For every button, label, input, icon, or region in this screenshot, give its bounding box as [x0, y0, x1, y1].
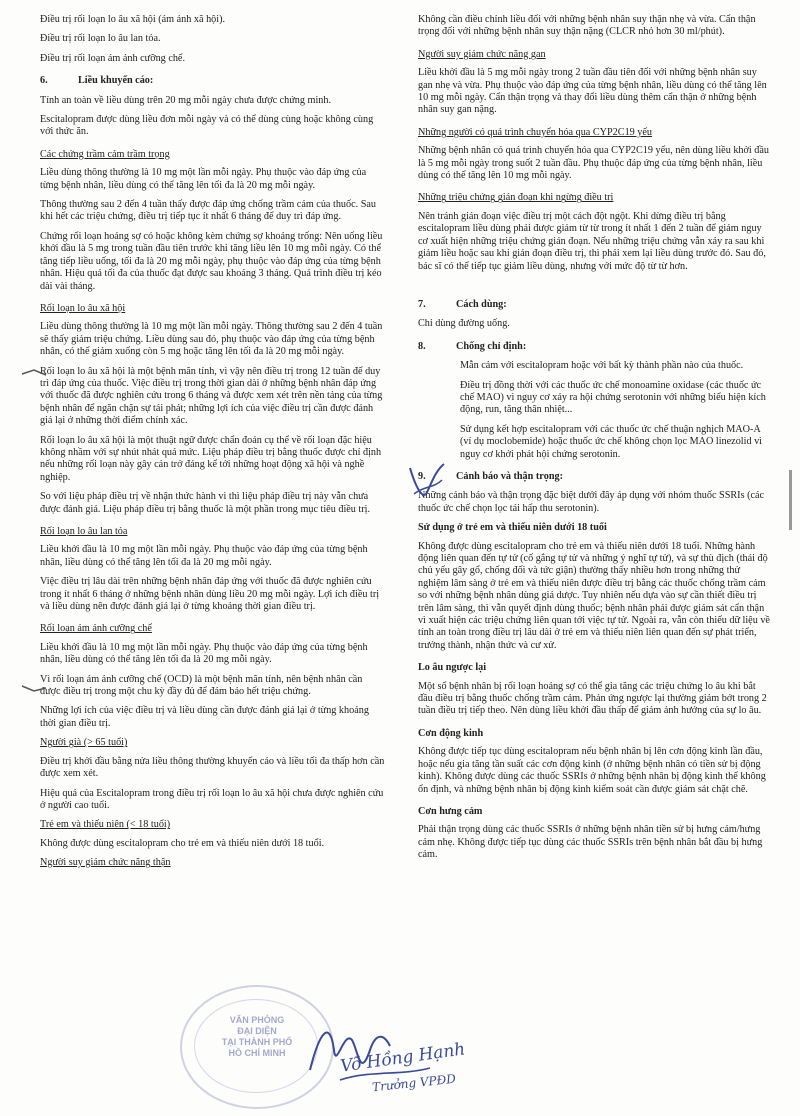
paragraph: Những lợi ích của việc điều trị và liều dùng cần được đánh giá lại ở từng khoảng thời gian điều trị. [40, 705, 369, 729]
paragraph: Những bệnh nhân có quá trình chuyển hóa qua CYP2C19 yếu, nên dùng liều khởi đầu là 5 mg mỗi ngày trong suốt 2 tuần đầu. Phụ thuộc đáp ứng của từng bệnh nhân, liều dùng có thể tăng lên 10 mg mỗi ngày. [418, 145, 769, 182]
subheading-children-use: Sử dụng ở trẻ em và thiếu niên dưới 18 tuổi [418, 522, 607, 534]
paragraph: Chứng rối loạn hoảng sợ có hoặc không kèm chứng sợ khoảng trống: Nên uống liều khởi đầu là 5 mg trong tuần đầu tiên trước khi tăng liều lên 10 mg mỗi ngày. Có thể tăng tiếp liều uống, tối đa là 20 mg mỗi ngày, phụ thuộc vào đáp ứng của từng bệnh nhân. Hiệu quả tối đa của thuốc đạt được sau khoảng 3 tháng. Quá trình điều trị kéo dài vài tháng. [40, 230, 383, 292]
subheading-children: Trẻ em và thiếu niên (< 18 tuổi) [40, 819, 171, 831]
subheading-elderly: Người già (> 65 tuổi) [40, 737, 128, 749]
paragraph: Việc điều trị lâu dài trên những bệnh nhân đáp ứng với thuốc đã được nghiên cứu trong ít nhất 6 tháng ở những bệnh nhân dùng liều 20 mg mỗi ngày. Lợi ích điều trị và liều dùng nên được đánh giá lại ở từng khoảng thời gian điều trị. [40, 576, 380, 613]
section-title: Cách dùng: [456, 298, 507, 310]
paragraph: Không được dùng escitalopram cho trẻ em và thiếu niên dưới 18 tuổi. Những hành động liên quan đến tự tử (cố gắng tự tử và những ý nghĩ tự tử), và sự thù địch (thái độ chủ yếu gây gổ, chống đối và tức giận) thường thấy nhiều hơn trong những thử nghiệm lâm sàng ở trẻ em và thiếu niên được điều trị bằng các thuốc chống trầm cảm so với những bệnh nhân dùng giả dược. Tuy nhiên nếu dựa vào sự cần thiết điều trị trên lâm sàng, thì vẫn quyết định dùng thuốc; bệnh nhân phải được giám sát cẩn thận vì xuất hiện các triệu chứng liên quan tới việc tự tử. Ngoài ra, vẫn còn thiếu dữ liệu về tính an toàn trong điều trị lâu dài ở trẻ em và thiếu niên liên quan đến sự phát triển, trưởng thành, nhận thức và cư xử. [418, 540, 770, 651]
section-number: 6. [40, 75, 48, 87]
section-9-heading [418, 471, 770, 483]
subheading-mania: Cơn hưng cảm [418, 805, 483, 817]
stamp-line: VĂN PHÒNG [229, 1015, 285, 1025]
paragraph: Liều khởi đầu là 5 mg mỗi ngày trong 2 tuần đầu tiên đối với những bệnh nhân suy gan nhẹ và vừa. Phụ thuộc vào đáp ứng của từng bệnh nhân, liều dùng có thể tăng lên 10 mg mỗi ngày. Cẩn thận trọng và thay đổi liều dùng thêm cẩn thận ở những bệnh nhân suy gan nặng. [418, 67, 767, 116]
paragraph: Những cảnh báo và thận trọng đặc biệt dưới đây áp dụng với nhóm thuốc SSRIs (các thuốc ức chế chọn lọc tái hấp thu serotonin). [418, 490, 765, 514]
paragraph: Tính an toàn về liều dùng trên 20 mg mỗi ngày chưa được chứng minh. [40, 94, 332, 106]
subheading-social-anxiety: Rối loạn lo âu xã hội [40, 302, 126, 314]
section-number: 7. [418, 298, 426, 310]
stamp-line: HỒ CHÍ MINH [228, 1048, 286, 1058]
paragraph: Liều dùng thông thường là 10 mg một lần mỗi ngày. Phụ thuộc vào đáp ứng của từng bệnh nhân, liều dùng có thể tăng lên tối đa là 20 mg mỗi ngày. [40, 167, 367, 191]
paragraph: Vì rối loạn ám ảnh cưỡng chế (OCD) là một bệnh mãn tính, nên bệnh nhân cần được điều trị trong một chu kỳ đầy đủ để đảm bảo hết triệu chứng. [40, 673, 363, 698]
paragraph: Nên tránh gián đoạn việc điều trị một cách đột ngột. Khi dừng điều trị bằng escitalopram liều dùng phải được giảm từ từ trong ít nhất 1 đến 2 tuần để giảm nguy cơ xuất hiện những triệu chứng gián đoạn. Nếu những triệu chứng vẫn xảy ra sau khi giảm liều hoặc sau khi gián đoạn điều trị, thì phải xem lại liều dùng trước đó. Sau đó, bác sĩ có thể tiếp tục giảm liều dùng, nhưng với mức độ từ từ hơn. [418, 210, 766, 272]
indication-gad: Điều trị rối loạn lo âu lan tỏa. [40, 33, 161, 45]
paragraph: Thông thường sau 2 đến 4 tuần thấy được đáp ứng chống trầm cảm của thuốc. Sau khi hết các triệu chứng, điều trị tiếp tục ít nhất 6 tháng để duy trì đáp ứng. [40, 199, 376, 223]
subheading-renal: Người suy giảm chức năng thận [40, 857, 171, 869]
section-8-heading [418, 341, 770, 353]
section-number: 8. [418, 340, 426, 352]
subheading-ocd: Rối loạn ám ảnh cưỡng chế [40, 623, 152, 635]
contraindication-item: Mẫn cảm với escitalopram hoặc với bất kỳ thành phần nào của thuốc. [460, 360, 744, 372]
paragraph: Hiệu quả của Escitalopram trong điều trị rối loạn lo âu xã hội chưa được nghiên cứu ở người cao tuổi. [40, 787, 384, 811]
subheading-depression: Các chứng trầm cảm trầm trọng [40, 148, 170, 160]
section-title: Chống chỉ định: [456, 340, 527, 352]
paragraph: Không cần điều chỉnh liều đối với những bệnh nhân suy thận nhẹ và vừa. Cẩn thận trọng đối với những bệnh nhân suy thận nặng (CLCR nhỏ hơn 30 ml/phút). [418, 14, 756, 38]
section-title: Liều khuyến cáo: [78, 75, 154, 87]
right-column [418, 14, 770, 869]
stamp-line: ĐẠI DIỆN [237, 1026, 277, 1036]
section-6-heading [40, 75, 385, 87]
indication-social: Điều trị rối loạn lo âu xã hội (ám ảnh xã hội). [40, 14, 226, 25]
signature-role: Trưởng VPĐD [371, 1071, 457, 1095]
left-column [40, 14, 385, 876]
subheading-seizures: Cơn động kinh [418, 727, 484, 739]
stamp-line: TẠI THÀNH PHỐ [221, 1037, 293, 1047]
subheading-hepatic: Người suy giảm chức năng gan [418, 48, 546, 60]
margin-mark [20, 682, 50, 696]
margin-mark [20, 366, 50, 380]
subheading-gad: Rối loạn lo âu lan tỏa [40, 526, 128, 537]
section-title: Cảnh báo và thận trọng: [456, 470, 563, 482]
section-7-heading [418, 299, 770, 311]
paragraph: Điều trị khởi đầu bằng nửa liều thông thường khuyến cáo và liều tối đa thấp hơn cần được xem xét. [40, 755, 385, 780]
subheading-cyp2c19: Những người có quá trình chuyển hóa qua CYP2C19 yếu [418, 126, 653, 138]
paragraph: Liều khởi đầu là 10 mg một lần mỗi ngày. Phụ thuộc vào đáp ứng của từng bệnh nhân, liều dùng có thể tăng lên tối đa là 20 mg mỗi ngày. [40, 641, 368, 666]
paragraph: Escitalopram được dùng liều đơn mỗi ngày và có thể dùng cùng hoặc không cùng với thức ăn. [40, 114, 374, 138]
paragraph: Không được tiếp tục dùng escitalopram nếu bệnh nhân bị lên cơn động kinh lần đầu, hoặc nếu gia tăng tần suất các cơn động kinh (ở những bệnh nhân có tiền sử bị động kinh). Không được dùng các thuốc SSRIs ở những bệnh nhân bị động kinh thể không ổn định, và những bệnh nhân bị động kinh kiểm soát cần được giám sát chặt chẽ. [418, 746, 766, 795]
paragraph: Liều dùng thông thường là 10 mg một lần mỗi ngày. Thông thường sau 2 đến 4 tuần sẽ thấy giảm triệu chứng. Liều dùng sau đó, phụ thuộc vào đáp ứng của từng bệnh nhân, có thể giảm xuống còn 5 mg hoặc tăng lên tối đa là 20 mg mỗi ngày. [40, 321, 383, 358]
section-number: 9. [418, 470, 426, 482]
paragraph: So với liệu pháp điều trị về nhận thức hành vi thì liệu pháp điều trị này vẫn chưa được đánh giá. Liệu pháp điều trị bằng thuốc là một phần trong mục tiêu điều trị. [40, 491, 371, 515]
paragraph: Liều khởi đầu là 10 mg một lần mỗi ngày. Phụ thuộc vào đáp ứng của từng bệnh nhân, liều dùng có thể tăng lên tối đa là 20 mg mỗi ngày. [40, 544, 368, 568]
paragraph: Không được dùng escitalopram cho trẻ em và thiếu niên dưới 18 tuổi. [40, 837, 325, 849]
subheading-withdrawal: Những triệu chứng gián đoạn khi ngừng điều trị [418, 192, 614, 204]
paragraph: Rối loạn lo âu xã hội là một bệnh mãn tính, vì vậy nên điều trị trong 12 tuần để duy trì đáp ứng của thuốc. Việc điều trị trong thời gian dài ở những bệnh nhân đáp ứng với thuốc đã được nghiên cứu trong 6 tháng và được xem xét trên nền tảng của từng bệnh nhân để ngăn chặn sự tái phát; những lợi ích của việc điều trị cần được đánh giá lại ở những thời điểm chính xác. [40, 365, 383, 427]
contraindication-item: Sử dụng kết hợp escitalopram với các thuốc ức chế thuận nghịch MAO-A (ví dụ moclobemide) hoặc thuốc ức chế không chọn lọc MAO linezolid vì nguy cơ khởi phát hội chứng serotonin. [460, 423, 763, 460]
signature-name: Võ Hồng Hạnh [339, 1039, 467, 1077]
contraindication-item: Điều trị đồng thời với các thuốc ức chế monoamine oxidase (các thuốc ức chế MAO) vì nguy cơ xảy ra hội chứng serotonin với những biểu hiện kích động, run, tăng thân nhiệt... [460, 379, 766, 416]
edge-mark [786, 470, 796, 530]
indication-ocd: Điều trị rối loạn ám ảnh cưỡng chế. [40, 52, 185, 64]
paragraph: Phải thận trọng dùng các thuốc SSRIs ở những bệnh nhân tiền sử bị hưng cảm/hưng cảm nhẹ. Không được tiếp tục dùng các thuốc SSRIs trên bệnh nhân bắt đầu bị hưng cảm. [418, 824, 763, 861]
subheading-paradoxical-anxiety: Lo âu ngược lại [418, 662, 487, 674]
pen-check-mark [404, 458, 450, 504]
paragraph: Một số bệnh nhân bị rối loạn hoảng sợ có thể gia tăng các triệu chứng lo âu khi bắt đầu điều trị bằng thuốc chống trầm cảm. Phản ứng ngược lại thường giảm bớt trong 2 tuần điều trị tiếp theo. Nên dùng liều khởi đầu thấp để giảm ảnh hưởng của sự lo âu. [418, 680, 767, 717]
paragraph: Rối loạn lo âu xã hội là một thuật ngữ được chẩn đoán cụ thể về rối loạn đặc hiệu không nhầm với sự nhút nhát quá mức. Liệu pháp điều trị bằng thuốc được chỉ định nếu những rối loạn này gây cản trở đáng kể tới những hoạt động xã hội và nghề nghiệp. [40, 434, 382, 483]
paragraph: Chỉ dùng đường uống. [418, 318, 510, 330]
